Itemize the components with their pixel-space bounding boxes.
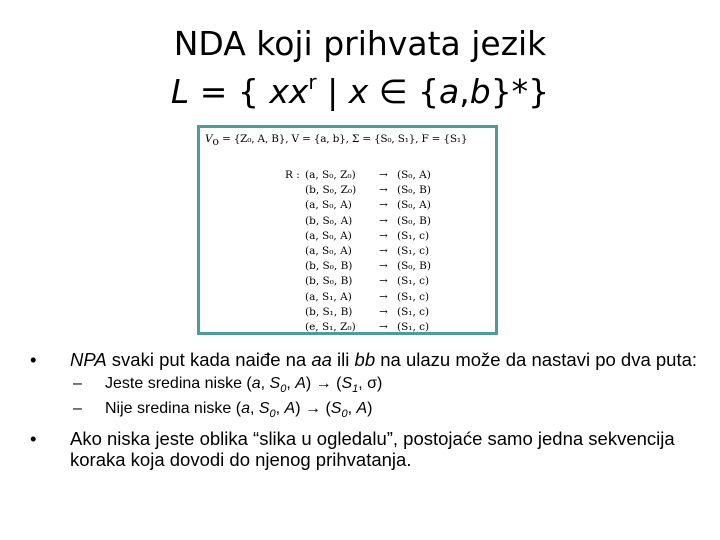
rule-rhs: (S₀, B): [397, 214, 431, 227]
sub2-s2: S: [330, 400, 342, 418]
sub1-arrow: ) → (: [305, 375, 342, 392]
rule-arrow: →: [379, 305, 388, 318]
b1-bb: bb: [354, 349, 376, 370]
transition-rule: [305, 305, 505, 320]
sub2-c2: ,: [275, 400, 285, 418]
rule-arrow: →: [379, 199, 388, 212]
b1-aa: aa: [311, 349, 332, 370]
sub2-s2-sub: 0: [341, 408, 348, 421]
rule-rhs: (S₁, c): [397, 305, 430, 318]
sub-bullet-not-middle: [30, 399, 700, 424]
transition-rule: [305, 290, 505, 305]
sub2-s-sub: 0: [269, 408, 276, 421]
b1-text-1: svaki put kada naiđe na: [106, 349, 312, 370]
rule-lhs: (b, S₀, B): [305, 275, 353, 288]
rule-arrow: →: [379, 320, 388, 333]
transition-rule: [305, 259, 505, 274]
transition-rules: [305, 168, 505, 335]
rule-arrow: →: [379, 169, 388, 181]
rule-rhs: (S₁, c): [397, 275, 430, 288]
rule-arrow: →: [379, 229, 388, 242]
sub-dash: –: [73, 375, 82, 392]
rule-rhs: (S₁, c): [397, 290, 430, 303]
title-b: b: [469, 72, 491, 111]
sub2-c1: ,: [249, 400, 259, 418]
bullet-dot: •: [30, 428, 37, 450]
transition-rule: [305, 183, 505, 198]
header-v-sub: o: [212, 135, 219, 149]
automaton-definition-figure: [197, 125, 498, 335]
slide-title: NDA koji prihvata jezik: [173, 24, 547, 63]
transition-rule: [305, 320, 505, 335]
sub2-A2: A: [356, 400, 368, 418]
rule-lhs: (a, S₁, A): [305, 290, 352, 303]
rule-arrow: →: [379, 290, 388, 303]
sub1-s2-sub: 1: [352, 383, 359, 396]
transition-rule: [305, 274, 505, 289]
rule-lhs: (b, S₀, B): [305, 260, 353, 273]
bullet-mirror: [30, 428, 700, 470]
lang-symbol: L: [170, 72, 190, 111]
bullet-dot: •: [30, 349, 37, 370]
sub1-A: A: [295, 375, 306, 392]
language-definition: [0, 72, 720, 112]
title-r: r: [308, 70, 317, 94]
rule-lhs: (b, S₀, Z₀): [305, 184, 357, 197]
title-bar: |: [316, 72, 349, 111]
rule-rhs: (S₁, c): [397, 244, 430, 257]
rule-lhs: (a, S₀, A): [305, 229, 352, 242]
sub1-end: , σ): [358, 375, 383, 392]
title-close: }*}: [490, 72, 550, 111]
title-x: x: [348, 72, 369, 111]
rule-rhs: (S₁, c): [397, 229, 430, 242]
sub1-c2: ,: [286, 375, 296, 392]
sub2-end: ): [367, 400, 373, 418]
b2-text: Ako niska jeste oblika “slika u ogledalu”, postojaće samo jedna sekvencija koraka koja dovodi do njenog prihvatanja.: [70, 428, 675, 471]
title-comma: ,: [459, 72, 470, 111]
bullet-npa: [30, 349, 700, 370]
sub2-A: A: [284, 400, 296, 418]
rule-rhs: (S₁, c): [397, 320, 430, 333]
title-eq: = {: [189, 72, 270, 111]
rule-arrow: →: [379, 244, 388, 257]
rule-arrow: →: [379, 214, 388, 227]
rule-rhs: (S₀, B): [397, 260, 431, 273]
rules-label: R :: [285, 169, 300, 181]
sub2-c3: ,: [347, 400, 357, 418]
rule-arrow: →: [379, 275, 388, 288]
sub1-s: S: [269, 375, 281, 392]
rule-lhs: (b, S₀, A): [305, 214, 353, 227]
sub1-a: a: [251, 375, 261, 392]
rule-rhs: (S₀, A): [397, 199, 431, 212]
transition-rule: [305, 168, 505, 183]
sub2-text: Nije sredina niske (: [105, 400, 242, 418]
automaton-header: [205, 133, 467, 148]
transition-rule: [305, 198, 505, 213]
transition-rule: [305, 214, 505, 229]
rule-rhs: (S₀, A): [397, 169, 431, 181]
rule-lhs: (a, S₀, A): [305, 244, 352, 257]
sub2-s: S: [258, 400, 270, 418]
sub1-c1: ,: [260, 375, 270, 392]
header-v: V: [205, 133, 213, 145]
npa-term: NPA: [70, 349, 107, 370]
b1-text-3: na ulazu može da nastavi po dva puta:: [375, 349, 698, 370]
transition-rule: [305, 244, 505, 259]
b1-text-2: ili: [331, 349, 355, 370]
rule-lhs: (a, S₀, Z₀): [305, 169, 356, 181]
sub2-arrow: ) → (: [295, 400, 331, 418]
sub-bullet-middle: [30, 374, 700, 399]
rule-arrow: →: [379, 184, 388, 197]
sub2-a: a: [241, 400, 250, 418]
sub1-s2: S: [341, 375, 353, 392]
rule-rhs: (S₀, B): [397, 184, 431, 197]
rule-lhs: (a, S₀, A): [305, 199, 352, 212]
rule-lhs: (b, S₁, B): [305, 305, 353, 318]
sub-dash: –: [73, 400, 82, 418]
rule-lhs: (e, S₁, Z₀): [305, 320, 356, 333]
title-in: ∈ {: [368, 72, 439, 111]
title-a: a: [439, 72, 460, 111]
header-sets: = {Z₀, A, B}, V = {a, b}, Σ = {S₀, S₁}, F = {S₁}: [218, 133, 468, 145]
bullet-list: [30, 349, 700, 470]
rule-arrow: →: [379, 260, 388, 273]
sub1-text: Jeste sredina niske (: [105, 375, 252, 392]
sub1-s-sub: 0: [280, 383, 287, 396]
transition-rule: [305, 229, 505, 244]
title-xx: xx: [269, 72, 309, 111]
